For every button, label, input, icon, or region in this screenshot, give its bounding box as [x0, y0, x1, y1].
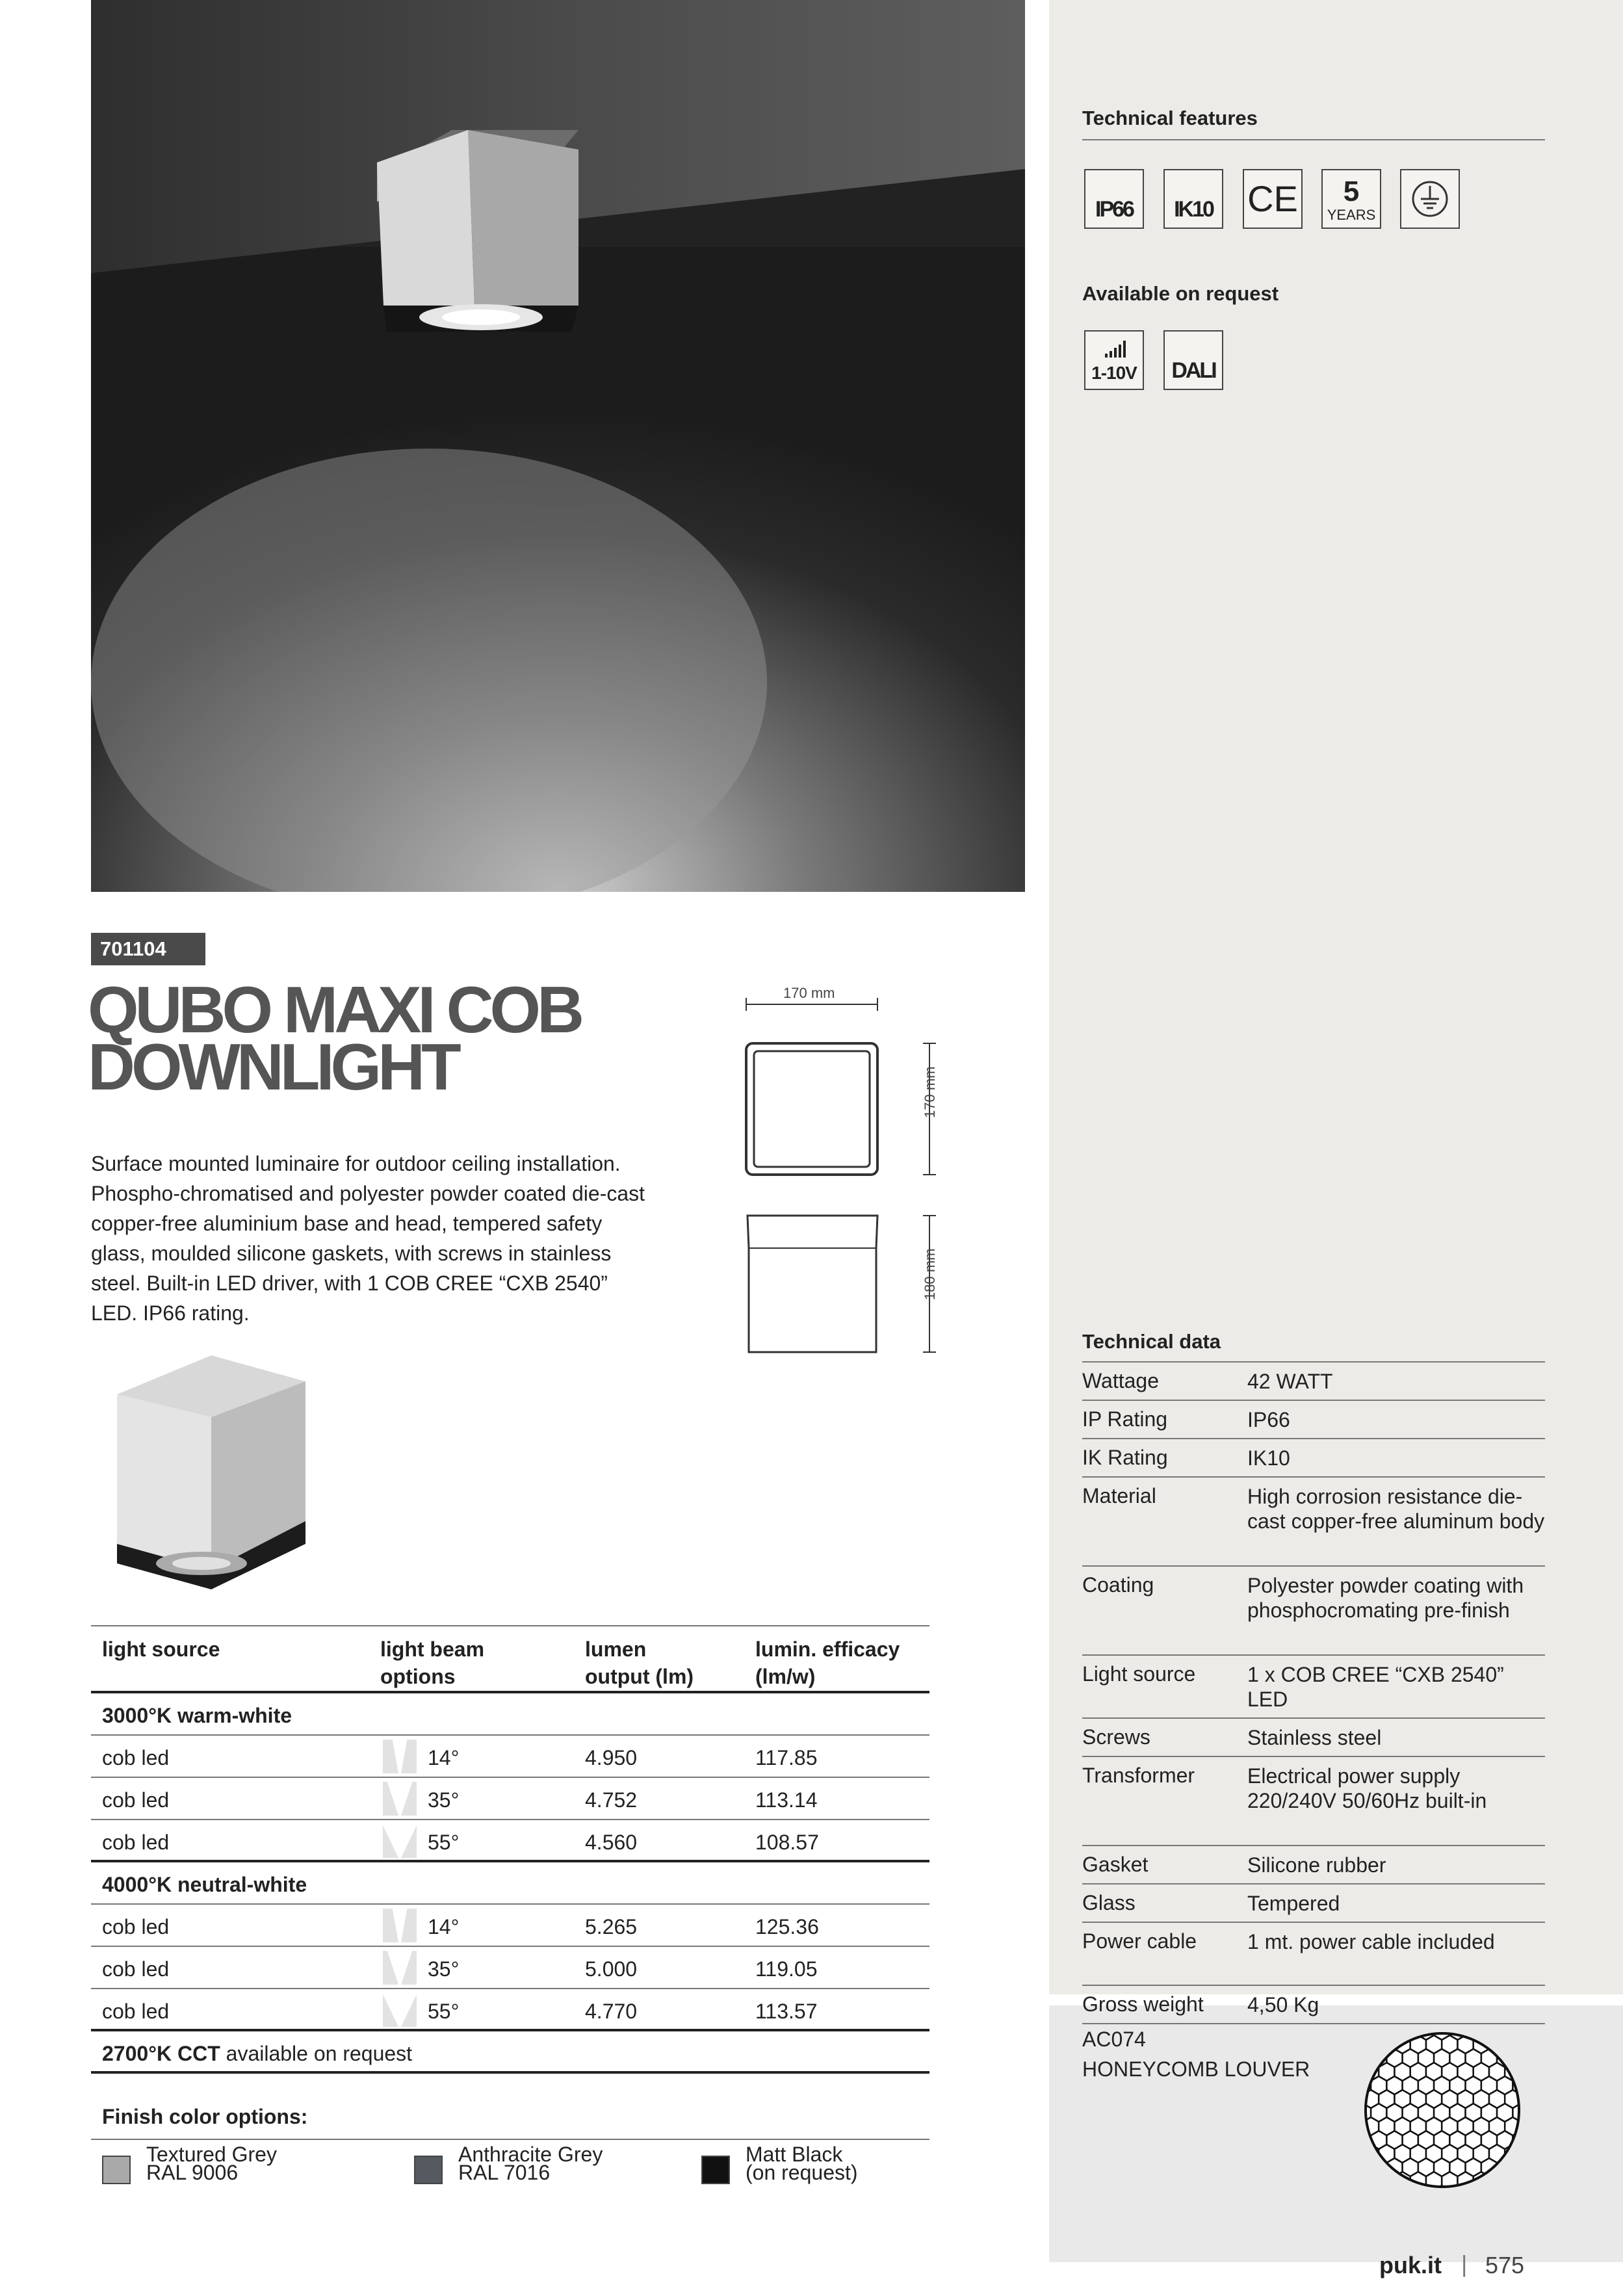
spec-beam-angle: 55° — [428, 2000, 460, 2023]
tech-data-value: Stainless steel — [1247, 1726, 1382, 1749]
spec-beam-angle: 14° — [428, 1746, 460, 1769]
dimension-depth-label: 170 mm — [922, 1066, 938, 1118]
dali-badge-label: DALI — [1171, 358, 1215, 383]
spec-row — [91, 1989, 929, 2031]
spec-beam-angle: 35° — [428, 1957, 460, 1981]
ip66-badge — [1084, 169, 1144, 229]
tech-data-key: Light source — [1082, 1662, 1196, 1686]
spec-row — [91, 1947, 929, 1989]
tech-data-row — [1082, 1478, 1545, 1567]
spec-group-row — [91, 1693, 929, 1736]
dimension-height-label: 180 mm — [922, 1248, 938, 1300]
technical-data-table — [1082, 1363, 1545, 2024]
spec-group-row — [91, 1862, 929, 1905]
dimension-width-label: 170 mm — [783, 985, 835, 1001]
spec-light-source: cob led — [102, 1957, 170, 1981]
accessory-name: HONEYCOMB LOUVER — [1082, 2057, 1310, 2081]
tech-data-key: Coating — [1082, 1573, 1154, 1597]
tech-data-row — [1082, 1719, 1545, 1757]
tech-data-row — [1082, 1923, 1545, 1986]
product-image — [97, 1355, 331, 1589]
finish-option-3 — [746, 2145, 858, 2182]
spec-lumen-output: 4.560 — [585, 1831, 638, 1854]
tech-data-key: IP Rating — [1082, 1407, 1168, 1431]
tech-data-key: Power cable — [1082, 1929, 1197, 1953]
header-light-beam-line1: light beam — [380, 1637, 485, 1661]
product-description: Surface mounted luminaire for outdoor ceiling installation. Phospho-chromatised and polyester powder coated die-cast copper-free aluminium base and head, tempered safety glass, moulded silicone gaskets, with screws in stainless steel. Built-in LED driver, with 1 COB CREE “CXB 2540” LED. IP66 rating. — [91, 1152, 645, 1325]
finish-title: Finish color options: — [102, 2105, 308, 2128]
tech-data-value: 42 WATT — [1247, 1370, 1333, 1393]
tech-data-value: Polyester powder coating with phosphocromating pre-finish — [1247, 1574, 1524, 1622]
header-lumen-line1: lumen — [585, 1637, 647, 1661]
tech-data-value: 4,50 Kg — [1247, 1993, 1319, 2016]
spec-light-source: cob led — [102, 1915, 170, 1938]
tech-data-value: Silicone rubber — [1247, 1853, 1386, 1877]
tech-data-row — [1082, 1401, 1545, 1439]
product-title-line1: QUBO MAXI COB — [88, 974, 581, 1047]
spec-lumen-output: 4.950 — [585, 1746, 638, 1769]
tech-data-key: Gasket — [1082, 1853, 1149, 1876]
spec-group-label: 3000°K warm-white — [102, 1704, 292, 1727]
spec-row — [91, 1736, 929, 1778]
finish-option-1-ral: RAL 9006 — [146, 2161, 239, 2184]
spec-row — [91, 1905, 929, 1947]
dali-badge — [1163, 330, 1223, 390]
spec-beam-angle: 35° — [428, 1788, 460, 1812]
cct-note-rest: available on request — [220, 2042, 413, 2065]
tech-data-value: IK10 — [1247, 1446, 1290, 1470]
tech-data-value: Electrical power supply 220/240V 50/60Hz built-in — [1247, 1764, 1487, 1812]
spec-table — [91, 1625, 929, 2074]
hero-photo — [91, 0, 1025, 892]
tech-data-row — [1082, 1439, 1545, 1478]
header-efficacy-line2: (lm/w) — [755, 1665, 816, 1688]
header-light-source: light source — [102, 1637, 220, 1661]
beam-angle-icon — [380, 1781, 419, 1817]
tech-data-row — [1082, 1986, 1545, 2024]
finish-option-3-note: (on request) — [746, 2161, 858, 2184]
tech-data-key: IK Rating — [1082, 1446, 1168, 1469]
beam-angle-icon — [380, 1738, 419, 1775]
tech-data-key: Material — [1082, 1484, 1156, 1507]
warranty-years-number: 5 — [1343, 176, 1360, 207]
spec-rows — [91, 1693, 929, 2031]
tech-data-row — [1082, 1757, 1545, 1846]
available-on-request-title: Available on request — [1082, 282, 1279, 305]
spec-efficacy: 119.05 — [755, 1957, 818, 1981]
beam-angle-icon — [380, 1823, 419, 1859]
tech-data-key: Wattage — [1082, 1369, 1159, 1392]
product-title-line2: DOWNLIGHT — [88, 1031, 458, 1104]
tech-data-row — [1082, 1846, 1545, 1885]
footer-site[interactable]: puk.it — [1379, 2252, 1442, 2278]
ce-mark-label: CE — [1247, 178, 1298, 219]
tech-data-key: Screws — [1082, 1725, 1150, 1749]
spec-lumen-output: 4.752 — [585, 1788, 638, 1812]
swatch-textured-grey — [102, 2156, 131, 2184]
warranty-years-label: YEARS — [1327, 207, 1376, 223]
spec-efficacy: 113.14 — [755, 1788, 818, 1812]
finish-option-3-name: Matt Black — [746, 2143, 843, 2166]
dimension-drawing — [715, 975, 975, 1365]
technical-data-title: Technical data — [1082, 1330, 1221, 1353]
dimming-1-10v-badge — [1084, 330, 1144, 390]
swatch-anthracite-grey — [414, 2156, 443, 2184]
honeycomb-louver-image — [1363, 2031, 1522, 2193]
spec-group-label: 4000°K neutral-white — [102, 1873, 307, 1896]
earth-icon-svg — [1401, 170, 1459, 228]
ce-mark-icon — [1243, 169, 1303, 229]
spec-lumen-output: 4.770 — [585, 2000, 638, 2023]
finish-option-1 — [146, 2145, 277, 2182]
header-light-beam-line2: options — [380, 1665, 456, 1688]
swatch-matt-black — [701, 2156, 730, 2184]
finish-option-2-name: Anthracite Grey — [458, 2143, 603, 2166]
tech-data-value: 1 mt. power cable included — [1247, 1930, 1495, 1953]
signal-bars-icon — [1104, 339, 1130, 359]
tech-data-row — [1082, 1363, 1545, 1401]
ip66-badge-label: IP66 — [1095, 197, 1133, 222]
spec-table-header — [91, 1625, 929, 1693]
spec-light-source: cob led — [102, 2000, 170, 2023]
finish-option-2-ral: RAL 7016 — [458, 2161, 551, 2184]
spec-row — [91, 1778, 929, 1820]
spec-efficacy: 117.85 — [755, 1746, 818, 1769]
warranty-badge — [1321, 169, 1381, 229]
finish-option-2 — [458, 2145, 603, 2182]
tech-data-key: Gross weight — [1082, 1992, 1204, 2016]
technical-features-title: Technical features — [1082, 107, 1258, 129]
accessory-code: AC074 — [1082, 2028, 1146, 2051]
finish-divider — [91, 2139, 929, 2140]
tech-data-row — [1082, 1567, 1545, 1656]
tech-data-key: Transformer — [1082, 1764, 1195, 1787]
product-image-svg — [97, 1355, 331, 1589]
tech-data-value: High corrosion resistance die-cast copper-free aluminum body — [1247, 1485, 1545, 1533]
earth-icon — [1400, 169, 1460, 229]
product-code-tag: 701104 — [91, 933, 205, 965]
header-light-beam — [380, 1636, 484, 1690]
spec-lumen-output: 5.265 — [585, 1915, 638, 1938]
accessory-info — [1082, 2024, 1310, 2084]
spec-lumen-output: 5.000 — [585, 1957, 638, 1981]
dimension-drawing-svg — [715, 975, 975, 1365]
tech-data-key: Glass — [1082, 1891, 1136, 1914]
tech-data-row — [1082, 1656, 1545, 1719]
honeycomb-louver-svg — [1363, 2031, 1522, 2189]
header-efficacy-line1: lumin. efficacy — [755, 1637, 900, 1661]
tech-data-value: IP66 — [1247, 1408, 1290, 1431]
header-lumen — [585, 1636, 694, 1690]
spec-beam-angle: 55° — [428, 1831, 460, 1854]
spec-light-source: cob led — [102, 1788, 170, 1812]
spec-row — [91, 1820, 929, 1862]
tech-data-row — [1082, 1885, 1545, 1923]
cct-note — [102, 2042, 412, 2066]
tech-data-value: 1 x COB CREE “CXB 2540” LED — [1247, 1663, 1504, 1711]
spec-efficacy: 108.57 — [755, 1831, 819, 1854]
cct-note-row — [91, 2031, 929, 2074]
beam-angle-icon — [380, 1950, 419, 1986]
spec-efficacy: 113.57 — [755, 2000, 818, 2023]
footer-separator: | — [1461, 2250, 1468, 2277]
page-number: 575 — [1485, 2252, 1525, 2278]
spec-light-source: cob led — [102, 1746, 170, 1769]
tech-data-value: Tempered — [1247, 1892, 1340, 1915]
technical-features-divider — [1082, 139, 1545, 140]
spec-beam-angle: 14° — [428, 1915, 460, 1938]
cct-note-bold: 2700°K CCT — [102, 2042, 220, 2065]
finish-option-1-name: Textured Grey — [146, 2143, 277, 2166]
beam-angle-icon — [380, 1907, 419, 1944]
dimming-1-10v-label: 1-10V — [1091, 363, 1137, 383]
product-title — [88, 974, 673, 1104]
beam-angle-icon — [380, 1992, 419, 2028]
header-efficacy — [755, 1636, 900, 1690]
ik10-badge — [1163, 169, 1223, 229]
spec-light-source: cob led — [102, 1831, 170, 1854]
ik10-badge-label: IK10 — [1174, 197, 1213, 222]
spec-efficacy: 125.36 — [755, 1915, 819, 1938]
header-lumen-line2: output (lm) — [585, 1665, 694, 1688]
